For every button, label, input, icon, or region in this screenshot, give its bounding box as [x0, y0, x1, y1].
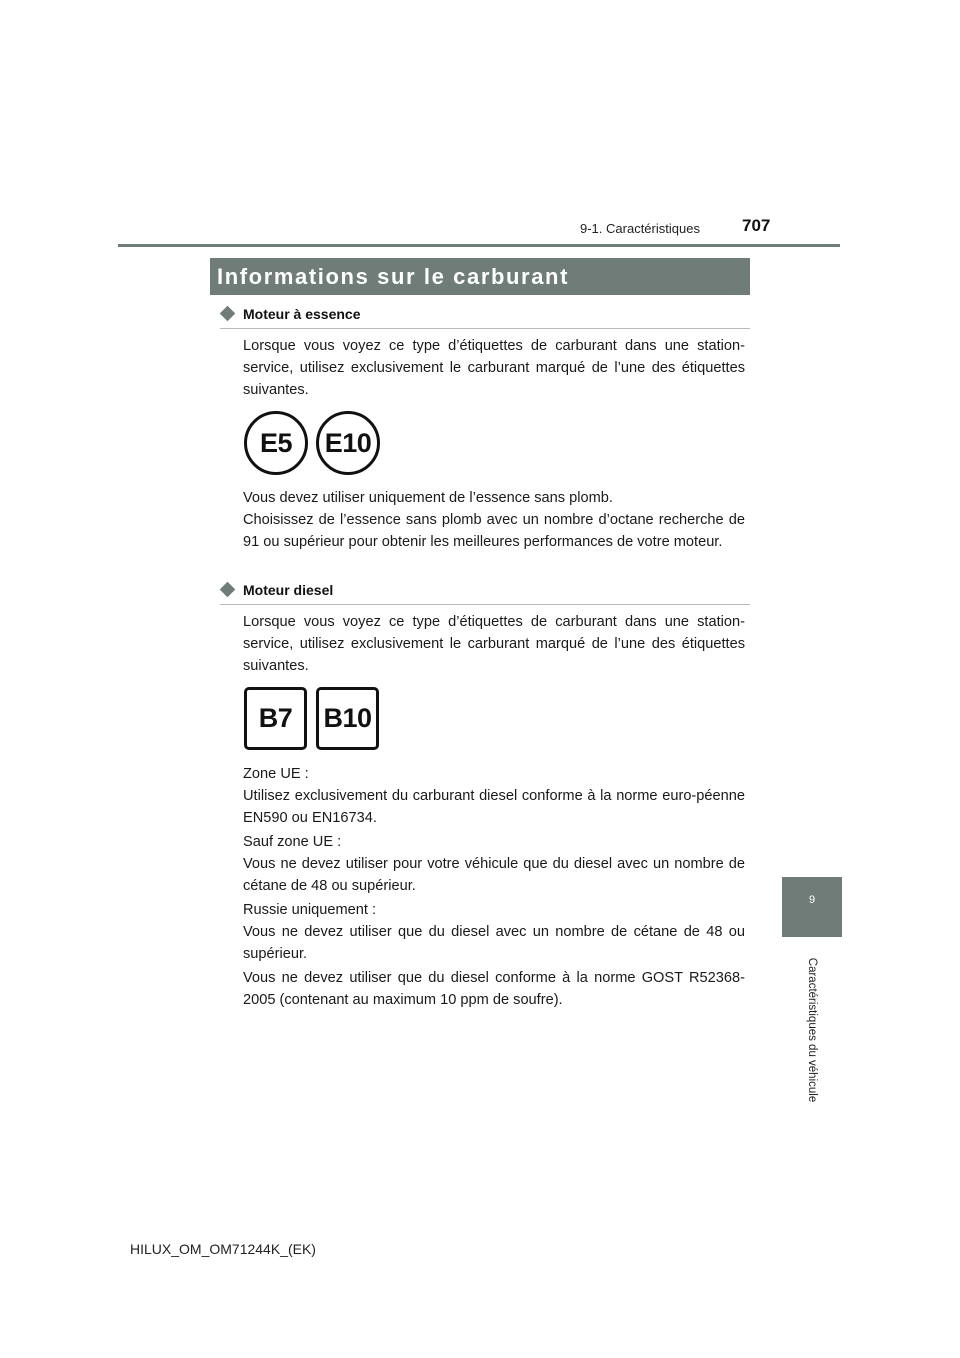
fuel-label-b10: B10: [316, 687, 379, 750]
chapter-tab: [782, 877, 842, 937]
diesel-russia-text: Vous ne devez utiliser que du diesel avec un nombre de cétane de 48 ou supérieur.: [243, 924, 745, 962]
document-code: HILUX_OM_OM71244K_(EK): [130, 1241, 316, 1257]
diamond-bullet-icon: [220, 306, 236, 322]
header-section-title: 9-1. Caractéristiques: [580, 221, 700, 236]
page-number: 707: [742, 216, 771, 235]
petrol-heading: [220, 306, 750, 329]
diamond-bullet-icon: [220, 582, 236, 598]
diesel-eu-text: Utilisez exclusivement du carburant diesel conforme à la norme euro-péenne EN590 ou EN16734.: [243, 788, 745, 826]
chapter-number: 9: [808, 894, 816, 906]
diesel-non-eu-title: Sauf zone UE :: [243, 834, 342, 850]
fuel-label-e5: E5: [244, 411, 308, 475]
diesel-russia-title: Russie uniquement :: [243, 902, 377, 918]
diesel-russia-note: Vous ne devez utiliser que du diesel conforme à la norme GOST R52368-2005 (contenant au maximum 10 ppm de soufre).: [243, 970, 745, 1008]
diesel-heading-label: Moteur diesel: [243, 582, 334, 598]
petrol-note-octane: Choisissez de l’essence sans plomb avec un nombre d’octane recherche de 91 ou supérieur pour obtenir les meilleures performances de votre moteur.: [243, 512, 745, 550]
header-divider: [118, 244, 840, 247]
petrol-heading-label: Moteur à essence: [243, 306, 361, 322]
page-title: Informations sur le carburant: [210, 258, 750, 295]
fuel-label-b7: B7: [244, 687, 307, 750]
petrol-intro: Lorsque vous voyez ce type d’étiquettes de carburant dans une station-service, utilisez exclusivement le carburant marqué de l’une des étiquettes suivantes.: [243, 338, 745, 398]
diesel-eu-title: Zone UE :: [243, 766, 309, 782]
fuel-label-e10: E10: [316, 411, 380, 475]
diesel-heading: [220, 582, 750, 605]
diesel-intro: Lorsque vous voyez ce type d’étiquettes de carburant dans une station-service, utilisez exclusivement le carburant marqué de l’une des étiquettes suivantes.: [243, 614, 745, 674]
chapter-label: Caractéristiques du véhicule: [806, 957, 818, 1103]
diesel-non-eu-text: Vous ne devez utiliser pour votre véhicule que du diesel avec un nombre de cétane de 48 ou supérieur.: [243, 856, 745, 894]
petrol-note-unleaded: Vous devez utiliser uniquement de l’essence sans plomb.: [243, 490, 613, 506]
